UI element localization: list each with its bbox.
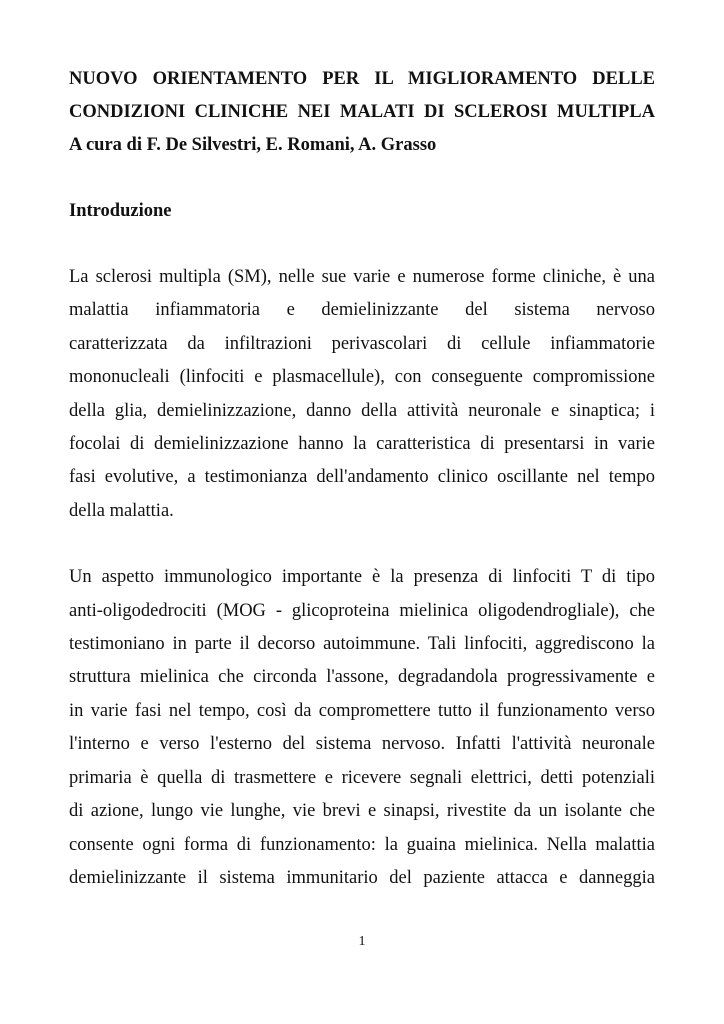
paragraph-2 bbox=[69, 561, 655, 895]
paragraph-2-line: Un aspetto immunologico importante è la presenza di linfociti T di tipo bbox=[69, 567, 655, 588]
paragraph-1-line: caratterizzata da infiltrazioni perivascolari di cellule infiammatorie bbox=[69, 333, 655, 354]
paragraph-2-line: primaria è quella di trasmettere e ricevere segnali elettrici, detti potenziali bbox=[69, 767, 655, 788]
paragraph-2-line: consente ogni forma di funzionamento: la guaina mielinica. Nella malattia bbox=[69, 834, 655, 855]
document-title-line-1: NUOVO ORIENTAMENTO PER IL MIGLIORAMENTO DELLE bbox=[69, 69, 655, 89]
paragraph-1-line: La sclerosi multipla (SM), nelle sue varie e numerose forme cliniche, è una bbox=[69, 267, 655, 287]
paragraph-1-line: della malattia. bbox=[69, 500, 174, 521]
paragraph-2-line: testimoniano in parte il decorso autoimmune. Tali linfociti, aggrediscono la bbox=[69, 634, 655, 655]
paragraph-2-line: di azione, lungo vie lunghe, vie brevi e sinapsi, rivestite da un isolante che bbox=[69, 801, 655, 822]
document-page bbox=[69, 63, 655, 895]
document-authors: A cura di F. De Silvestri, E. Romani, A. Grasso bbox=[69, 135, 437, 155]
paragraph-2-line: in varie fasi nel tempo, così da compromettere tutto il funzionamento verso bbox=[69, 700, 655, 721]
paragraph-2-line: struttura mielinica che circonda l'assone, degradandola progressivamente e bbox=[69, 667, 655, 688]
paragraph-1-line: malattia infiammatoria e demielinizzante del sistema nervoso bbox=[69, 300, 655, 321]
paragraph-2-line: anti-oligodedrociti (MOG - glicoproteina mielinica oligodendrogliale), che bbox=[69, 600, 655, 621]
document-title-line-2: CONDIZIONI CLINICHE NEI MALATI DI SCLEROSI MULTIPLA bbox=[69, 102, 655, 122]
paragraph-1-line: mononucleali (linfociti e plasmacellule), con conseguente compromissione bbox=[69, 367, 655, 388]
paragraph-1 bbox=[69, 261, 655, 528]
section-heading: Introduzione bbox=[69, 201, 172, 221]
paragraph-2-line: l'interno e verso l'esterno del sistema nervoso. Infatti l'attività neuronale bbox=[69, 734, 655, 755]
paragraph-2-line: demielinizzante il sistema immunitario del paziente attacca e danneggia bbox=[69, 867, 655, 888]
paragraph-1-line: focolai di demielinizzazione hanno la caratteristica di presentarsi in varie bbox=[69, 434, 655, 455]
paragraph-1-line: fasi evolutive, a testimonianza dell'andamento clinico oscillante nel tempo bbox=[69, 467, 655, 488]
page-number: 1 bbox=[358, 934, 366, 949]
paragraph-1-line: della glia, demielinizzazione, danno della attività neuronale e sinaptica; i bbox=[69, 400, 655, 421]
